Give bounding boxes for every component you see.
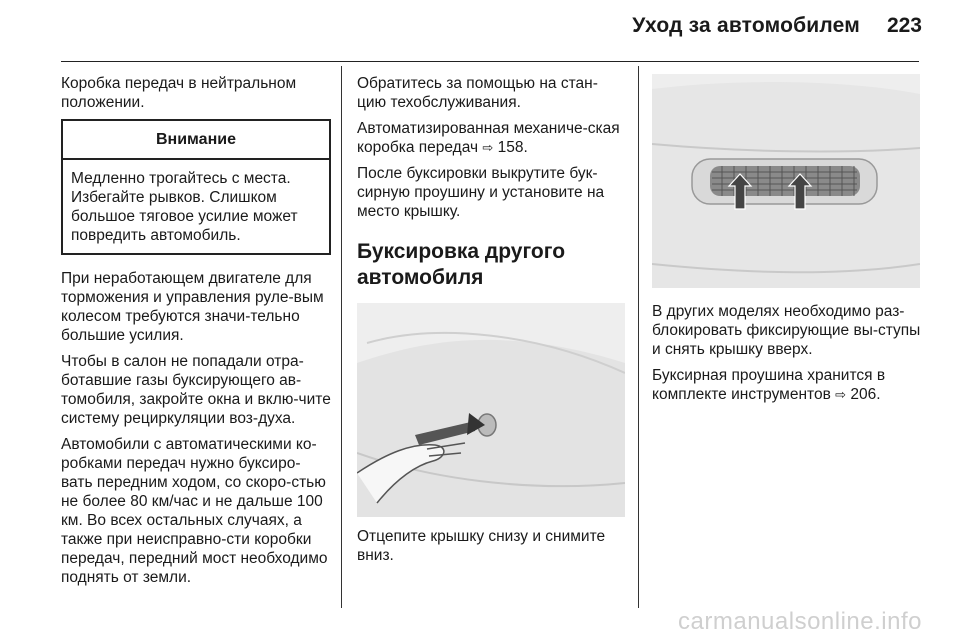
header-rule	[61, 61, 919, 62]
page-reference-icon: ⇨	[835, 387, 847, 402]
page-reference-icon: ⇨	[482, 140, 494, 155]
warning-box	[61, 119, 331, 255]
paragraph-engine-off: При неработающем двигателе для торможения и управления руле-вым колесом требуются значи-тельно большие усилия.	[61, 270, 324, 344]
paragraph-after-towing: После буксировки выкрутите бук-сирную проушину и установите на место крышку.	[357, 165, 605, 220]
page-number: 223	[886, 14, 922, 37]
column-divider-2	[638, 66, 639, 608]
column-1	[61, 74, 331, 594]
warning-title: Внимание	[63, 121, 329, 160]
figure-caption: Отцепите крышку снизу и снимите вниз.	[357, 528, 606, 564]
paragraph-automatic: Автомобили с автоматическими ко-робками передач нужно буксиро-вать передним ходом, со скоро-стью не более 80 км/час и не дальше 100 км. Во всех остальных случаях, а также при неисправно-сти коробки передач, передний мост необходимо поднять от земли.	[61, 436, 328, 586]
figure-bumper-grille	[652, 74, 920, 288]
column-3	[652, 74, 922, 411]
intro-paragraph: Коробка передач в нейтральном положении.	[61, 75, 297, 111]
automated-gearbox-text: Автоматизированная механиче-ская коробка передач	[357, 120, 620, 156]
section-heading: Буксировка другого автомобиля	[357, 240, 566, 289]
page-reference-link[interactable]: 206.	[850, 386, 881, 403]
figure-remove-cover	[357, 303, 625, 517]
page-title: Уход за автомобилем	[632, 14, 860, 37]
paragraph-service: Обратитесь за помощью на стан-цию техобслуживания.	[357, 75, 598, 111]
watermark: carmanualsonline.info	[678, 608, 922, 635]
warning-text: Медленно трогайтесь с места. Избегайте рывков. Слишком большое тяговое усилие может повредить автомобиль.	[71, 170, 298, 244]
towing-eye-storage-text: Буксирная проушина хранится в комплекте инструментов	[652, 367, 886, 403]
paragraph-automated-gearbox	[357, 119, 625, 157]
column-2	[357, 74, 625, 572]
paragraph-exhaust: Чтобы в салон не попадали отра-ботавшие газы буксирующего ав-томобиля, закройте окна и вклю-чите систему рециркуляции воз-духа.	[61, 353, 331, 427]
page-reference-link[interactable]: 158.	[497, 139, 528, 156]
column-divider-1	[341, 66, 342, 608]
paragraph-towing-eye-storage	[652, 366, 922, 404]
paragraph-unlock-tabs: В других моделях необходимо раз-блокировать фиксирующие вы-ступы и снять крышку вверх.	[652, 303, 921, 358]
